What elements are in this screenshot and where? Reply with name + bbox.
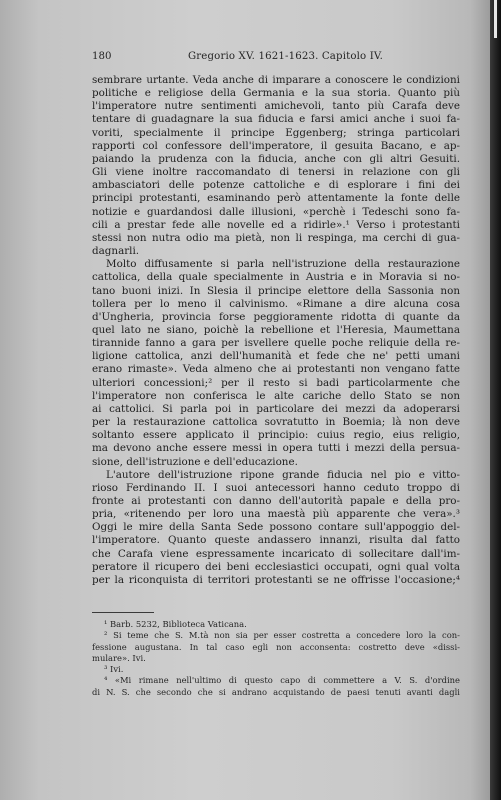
text-line: cattolica, della quale specialmente in Austria e in Moravia si no- [92, 271, 460, 284]
text-line: soltanto essere applicato il principio: cuius regio, eius religio, [92, 429, 460, 442]
page-number: 180 [92, 51, 112, 62]
footnote-line: ¹ Barb. 5232, Biblioteca Vaticana. [104, 619, 247, 629]
text-line: ulteriori concessioni;² per il resto si badi particolarmente che [92, 376, 460, 389]
text-line: pria, «ritenendo per loro una maestà più apparente che vera».³ [92, 508, 460, 521]
footnotes [92, 619, 460, 698]
text-line: l'imperatore. Quanto queste andassero innanzi, risulta dal fatto [92, 534, 460, 547]
footnote-divider [92, 612, 154, 613]
footnote-line: mulare». Ivi. [92, 652, 146, 663]
text-line: tano buoni inizi. In Slesia il principe elettore della Sassonia non [92, 284, 460, 297]
footnote-line: di N. S. che secondo che si andrano acquistando de paesi tenuti avanti dagli [92, 686, 460, 697]
footnote-line: ² Si teme che S. M.tà non sia per esser costretta a concedere loro la con- [104, 630, 460, 641]
text-line: Oggi le mire della Santa Sede possono contare sull'appoggio del- [92, 521, 460, 534]
scan-edge-mark [494, 0, 497, 38]
text-line: L'autore dell'istruzione ripone grande fiducia nel pio e vitto- [106, 468, 460, 481]
text-line: ligione cattolica, anzi dell'humanità et fede che ne' petti umani [92, 350, 460, 363]
footnote-line: ⁴ «Mi rimane nell'ultimo di questo capo di commettere a V. S. d'ordine [104, 675, 460, 686]
text-line: per la riconquista di territori protestanti se ne offrisse l'occasione;⁴ [92, 573, 460, 586]
body-text [92, 74, 460, 587]
text-line: erano rimaste». Veda almeno che ai protestanti non vengano fatte [92, 363, 460, 376]
text-line: Gli viene inoltre raccomandato di tenersi in relazione con gli [92, 166, 460, 179]
text-line: voriti, specialmente il principe Eggenberg; stringa particolari [92, 126, 460, 139]
text-line: sembrare urtante. Veda anche di imparare a conoscere le condizioni [92, 74, 460, 86]
text-line: Molto diffusamente si parla nell'istruzione della restaurazione [106, 258, 460, 271]
text-line: stessi non nutra odio ma pietà, non li respinga, ma cerchi di gua- [92, 231, 460, 244]
text-line: l'imperatore nutre sentimenti amichevoli, tanto più Carafa deve [92, 100, 460, 113]
text-line: principi protestanti, esaminando però attentamente la fonte delle [92, 192, 460, 205]
text-line: peratore il ricupero dei beni ecclesiastici occupati, ogni qual volta [92, 560, 460, 573]
footnote-line: fessione augustana. In tal caso egli non acconsenta: costretto deve «dissi- [92, 641, 460, 652]
text-line: per la restaurazione cattolica sovratutto in Boemia; là non deve [92, 416, 460, 429]
text-line: ma devono anche essere messi in opera tutti i mezzi della persua- [92, 442, 460, 455]
text-line: paiando la prudenza con la fiducia, anche con gli altri Gesuiti. [92, 152, 460, 165]
text-line: d'Ungheria, provincia forse peggioramente ridotta di quante da [92, 310, 460, 323]
text-line: l'imperatore non conferisca le alte cariche dello Stato se non [92, 389, 460, 402]
page-header [92, 51, 454, 65]
text-line: rioso Ferdinando II. I suoi antecessori hanno ceduto troppo di [92, 481, 460, 494]
text-line: ambasciatori delle potenze cattoliche e di esplorare i fini dei [92, 179, 460, 192]
page-edge-shadow [490, 0, 501, 800]
text-line: fronte ai protestanti con danno dell'autorità papale e della pro- [92, 495, 460, 507]
footnote-line: ³ Ivi. [104, 664, 124, 675]
text-line: rapporti col confessore dell'imperatore, il gesuita Bacano, e ap- [92, 139, 460, 152]
text-line: tentare di guadagnare la sua fiducia e farsi amici anche i suoi fa- [92, 113, 460, 126]
text-line: cili a prestar fede alle novelle ed a ridirle».¹ Verso i protestanti [92, 218, 460, 231]
text-line: tirannide fanno a gara per isvellere quelle poche reliquie della re- [92, 337, 460, 350]
text-line: tollera per lo meno il calvinismo. «Rimane a dire alcuna cosa [92, 297, 460, 310]
text-line: politiche e religiose della Germania e la sua storia. Quanto più [92, 87, 460, 100]
text-line: notizie e guardandosi dalle illusioni, «perchè i Tedeschi sono fa- [92, 205, 460, 218]
text-line: che Carafa viene espressamente incaricato di sollecitare dall'im- [92, 547, 460, 560]
text-line: dagnarli. [92, 245, 140, 258]
running-title: Gregorio XV. 1621-1623. Capitolo IV. [188, 51, 384, 62]
text-line: ai cattolici. Si parla poi in particolare dei mezzi da adoperarsi [92, 402, 460, 415]
text-line: quel lato ne siano, poichè la rebellione et l'Heresia, Maumettana [92, 323, 460, 336]
text-line: sione, dell'istruzione e dell'educazione. [92, 455, 298, 468]
